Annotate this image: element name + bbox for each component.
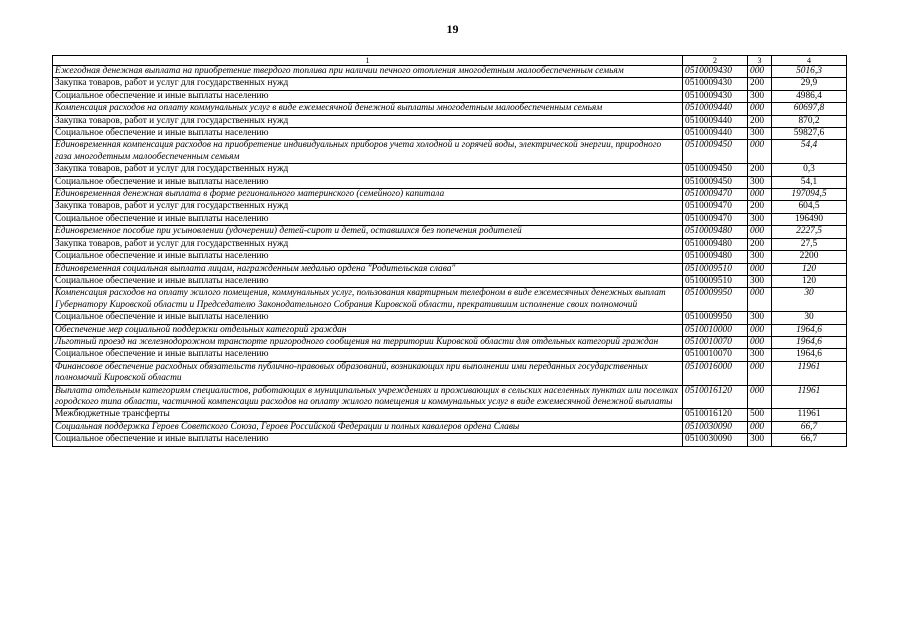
table-row <box>53 78 847 90</box>
table-row <box>53 434 847 446</box>
row-name-cell: Социальная поддержка Героев Советского Союза, Героев Российской Федерации и полных кавалеров ордена Славы <box>53 421 683 433</box>
row-sum-cell: 54,4 <box>772 140 847 164</box>
row-type-cell: 000 <box>748 324 772 336</box>
row-code-cell: 0510009430 <box>683 78 748 90</box>
row-code-cell: 0510009480 <box>683 226 748 238</box>
row-sum-cell: 11961 <box>772 361 847 385</box>
row-sum-cell: 604,5 <box>772 201 847 213</box>
row-code-cell: 0510009450 <box>683 140 748 164</box>
row-code-cell: 0510010070 <box>683 336 748 348</box>
row-name-cell: Социальное обеспечение и иные выплаты населению <box>53 349 683 361</box>
row-type-cell: 200 <box>748 201 772 213</box>
table-row <box>53 251 847 263</box>
row-name-cell: Межбюджетные трансферты <box>53 409 683 421</box>
row-code-cell: 0510009470 <box>683 213 748 225</box>
row-name-cell: Компенсация расходов на оплату жилого помещения, коммунальных услуг, пользования квартирным телефоном в виде ежемесячных денежных выплат Губернатору Кировской области и Председателю Законодательного Собрания Кировской области, прекратившим исполнение своих полномочий <box>53 288 683 312</box>
row-type-cell: 300 <box>748 176 772 188</box>
page-number: 19 <box>446 22 459 36</box>
row-name-cell: Социальное обеспечение и иные выплаты населению <box>53 251 683 263</box>
table-row <box>53 263 847 275</box>
table-row <box>53 164 847 176</box>
row-sum-cell: 54,1 <box>772 176 847 188</box>
row-name-cell: Закупка товаров, работ и услуг для государственных нужд <box>53 201 683 213</box>
row-type-cell: 000 <box>748 226 772 238</box>
table-row <box>53 288 847 312</box>
row-name-cell: Ежегодная денежная выплата на приобретение твердого топлива при наличии печного отопления многодетным малообеспеченным семьям <box>53 66 683 78</box>
row-type-cell: 300 <box>748 251 772 263</box>
table-row <box>53 115 847 127</box>
row-sum-cell: 11961 <box>772 385 847 409</box>
table-row <box>53 90 847 102</box>
row-code-cell: 0510009480 <box>683 251 748 263</box>
row-sum-cell: 120 <box>772 263 847 275</box>
row-type-cell: 300 <box>748 90 772 102</box>
row-code-cell: 0510009510 <box>683 263 748 275</box>
row-code-cell: 0510016120 <box>683 409 748 421</box>
row-name-cell: Закупка товаров, работ и услуг для государственных нужд <box>53 164 683 176</box>
table-row <box>53 312 847 324</box>
table-row <box>53 66 847 78</box>
row-name-cell: Закупка товаров, работ и услуг для государственных нужд <box>53 238 683 250</box>
row-name-cell: Социальное обеспечение и иные выплаты населению <box>53 213 683 225</box>
row-name-cell: Социальное обеспечение и иные выплаты населению <box>53 128 683 140</box>
row-sum-cell: 5016,3 <box>772 66 847 78</box>
row-sum-cell: 1964,6 <box>772 336 847 348</box>
row-code-cell: 0510009950 <box>683 288 748 312</box>
row-sum-cell: 870,2 <box>772 115 847 127</box>
row-sum-cell: 196490 <box>772 213 847 225</box>
row-type-cell: 300 <box>748 312 772 324</box>
row-sum-cell: 11961 <box>772 409 847 421</box>
row-sum-cell: 120 <box>772 275 847 287</box>
row-name-cell: Выплата отдельным категориям специалистов, работающих в муниципальных учреждениях и проживающих в сельских населенных пунктах или поселках городского типа области, частичной компенсации расходов на оплату жилого помещения и коммунальных услуг в виде ежемесячной денежной выплаты <box>53 385 683 409</box>
table-row <box>53 238 847 250</box>
row-type-cell: 200 <box>748 78 772 90</box>
row-name-cell: Единовременная компенсация расходов на приобретение индивидуальных приборов учета холодной и горячей воды, электрической энергии, природного газа многодетным малообеспеченным семьям <box>53 140 683 164</box>
table-row <box>53 189 847 201</box>
row-code-cell: 0510009950 <box>683 312 748 324</box>
column-header-2: 2 <box>683 56 748 66</box>
row-sum-cell: 2227,5 <box>772 226 847 238</box>
table-row <box>53 128 847 140</box>
row-sum-cell: 66,7 <box>772 421 847 433</box>
row-name-cell: Социальное обеспечение и иные выплаты населению <box>53 434 683 446</box>
row-code-cell: 0510016000 <box>683 361 748 385</box>
row-type-cell: 200 <box>748 164 772 176</box>
column-header-3: 3 <box>748 56 772 66</box>
row-name-cell: Компенсация расходов на оплату коммунальных услуг в виде ежемесячной денежной выплаты многодетным малообеспеченным семьям <box>53 103 683 115</box>
row-sum-cell: 30 <box>772 312 847 324</box>
row-code-cell: 0510016120 <box>683 385 748 409</box>
row-code-cell: 0510009440 <box>683 115 748 127</box>
row-type-cell: 300 <box>748 275 772 287</box>
column-header-4: 4 <box>772 56 847 66</box>
row-type-cell: 000 <box>748 263 772 275</box>
table-row <box>53 349 847 361</box>
row-sum-cell: 4986,4 <box>772 90 847 102</box>
row-sum-cell: 2200 <box>772 251 847 263</box>
row-name-cell: Льготный проезд на железнодорожном транспорте пригородного сообщения на территории Кировской области для отдельных категорий граждан <box>53 336 683 348</box>
row-code-cell: 0510009450 <box>683 164 748 176</box>
row-code-cell: 0510009470 <box>683 201 748 213</box>
row-type-cell: 000 <box>748 288 772 312</box>
row-type-cell: 000 <box>748 385 772 409</box>
row-name-cell: Обеспечение мер социальной поддержки отдельных категорий граждан <box>53 324 683 336</box>
row-sum-cell: 30 <box>772 288 847 312</box>
row-sum-cell: 0,3 <box>772 164 847 176</box>
row-name-cell: Единовременная социальная выплата лицам, награжденным медалью ордена "Родительская слава" <box>53 263 683 275</box>
row-code-cell: 0510010070 <box>683 349 748 361</box>
table-row <box>53 201 847 213</box>
row-name-cell: Единовременное пособие при усыновлении (удочерении) детей-сирот и детей, оставшихся без попечения родителей <box>53 226 683 238</box>
row-code-cell: 0510030090 <box>683 434 748 446</box>
row-type-cell: 300 <box>748 128 772 140</box>
row-code-cell: 0510009440 <box>683 103 748 115</box>
row-name-cell: Социальное обеспечение и иные выплаты населению <box>53 176 683 188</box>
row-sum-cell: 66,7 <box>772 434 847 446</box>
row-type-cell: 000 <box>748 189 772 201</box>
table-row <box>53 226 847 238</box>
row-type-cell: 000 <box>748 361 772 385</box>
row-code-cell: 0510009440 <box>683 128 748 140</box>
row-code-cell: 0510010000 <box>683 324 748 336</box>
row-code-cell: 0510009430 <box>683 90 748 102</box>
table-row <box>53 409 847 421</box>
row-sum-cell: 29,9 <box>772 78 847 90</box>
row-type-cell: 200 <box>748 115 772 127</box>
row-type-cell: 000 <box>748 66 772 78</box>
table-row <box>53 421 847 433</box>
table-row <box>53 336 847 348</box>
table-row <box>53 361 847 385</box>
row-code-cell: 0510009480 <box>683 238 748 250</box>
table-row <box>53 324 847 336</box>
row-name-cell: Закупка товаров, работ и услуг для государственных нужд <box>53 115 683 127</box>
row-name-cell: Единовременная денежная выплата в форме регионального материнского (семейного) капитала <box>53 189 683 201</box>
row-name-cell: Социальное обеспечение и иные выплаты населению <box>53 275 683 287</box>
row-type-cell: 500 <box>748 409 772 421</box>
table-row <box>53 176 847 188</box>
row-sum-cell: 1964,6 <box>772 324 847 336</box>
row-code-cell: 0510009470 <box>683 189 748 201</box>
row-type-cell: 300 <box>748 434 772 446</box>
row-sum-cell: 59827,6 <box>772 128 847 140</box>
row-type-cell: 000 <box>748 103 772 115</box>
row-type-cell: 000 <box>748 336 772 348</box>
row-sum-cell: 197094,5 <box>772 189 847 201</box>
budget-table <box>52 55 847 447</box>
row-code-cell: 0510009510 <box>683 275 748 287</box>
row-code-cell: 0510009450 <box>683 176 748 188</box>
table-row <box>53 385 847 409</box>
row-sum-cell: 60697,8 <box>772 103 847 115</box>
row-type-cell: 300 <box>748 213 772 225</box>
table-row <box>53 213 847 225</box>
row-name-cell: Финансовое обеспечение расходных обязательств публично-правовых образований, возникающих при выполнении ими переданных государственных полномочий Кировской области <box>53 361 683 385</box>
row-code-cell: 0510009430 <box>683 66 748 78</box>
row-name-cell: Социальное обеспечение и иные выплаты населению <box>53 312 683 324</box>
column-header-1: 1 <box>53 56 683 66</box>
table-header-row <box>53 56 847 66</box>
row-type-cell: 300 <box>748 349 772 361</box>
row-code-cell: 0510030090 <box>683 421 748 433</box>
table-row <box>53 140 847 164</box>
table-row <box>53 275 847 287</box>
row-name-cell: Социальное обеспечение и иные выплаты населению <box>53 90 683 102</box>
table-row <box>53 103 847 115</box>
row-type-cell: 000 <box>748 421 772 433</box>
row-type-cell: 000 <box>748 140 772 164</box>
row-sum-cell: 27,5 <box>772 238 847 250</box>
row-sum-cell: 1964,6 <box>772 349 847 361</box>
row-name-cell: Закупка товаров, работ и услуг для государственных нужд <box>53 78 683 90</box>
row-type-cell: 200 <box>748 238 772 250</box>
